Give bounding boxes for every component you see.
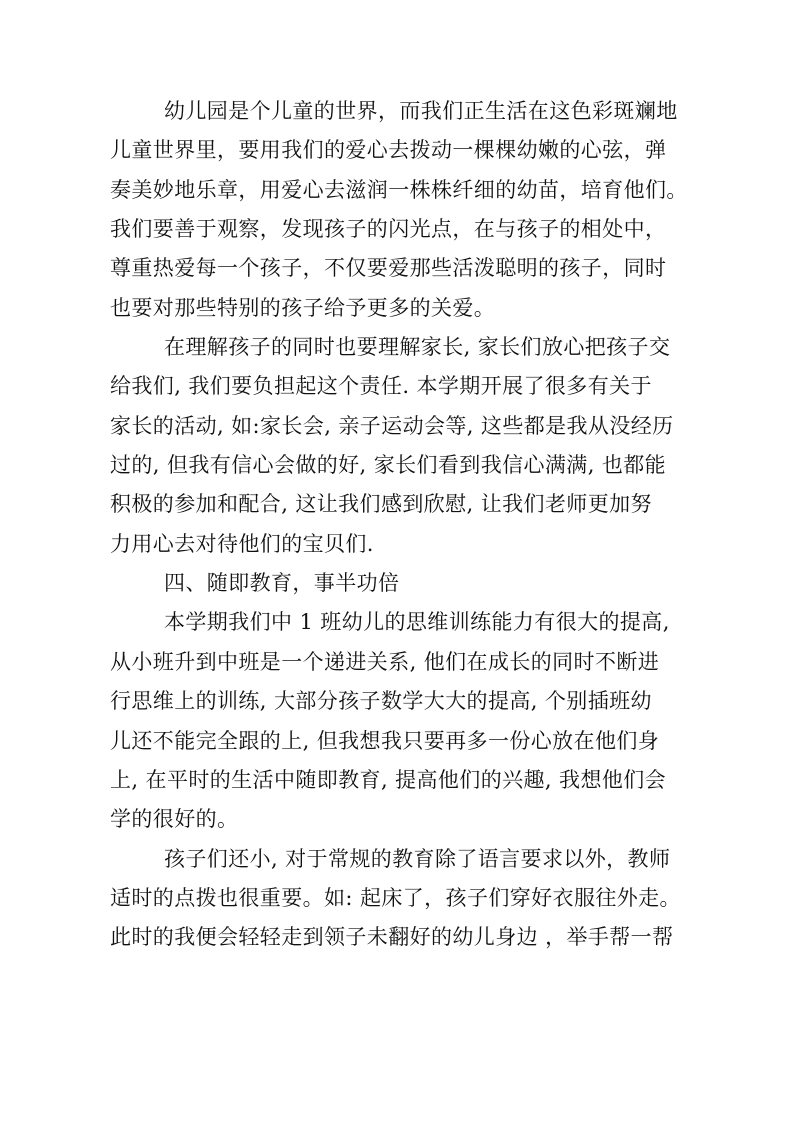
paragraph-2-line-4: 过的, 但我有信心会做的好, 家长们看到我信心满满, 也都能 [110, 453, 667, 478]
paragraph-3-line-5: 上, 在平时的生活中随即教育, 提高他们的兴趣, 我想他们会 [110, 767, 667, 792]
paragraph-4-line-2: 适时的点拨也很重要。如: 起床了，孩子们穿好衣服往外走。 [110, 885, 681, 910]
paragraph-3-line-3: 行思维上的训练, 大部分孩子数学大大的提高, 个别插班幼 [110, 689, 652, 714]
paragraph-2-line-5: 积极的参加和配合, 这让我们感到欣慰, 让我们老师更加努 [110, 492, 652, 517]
paragraph-4-line-1: 孩子们还小, 对于常规的教育除了语言要求以外，教师 [164, 846, 671, 871]
paragraph-3-line-2: 从小班升到中班是一个递进关系, 他们在成长的同时不断进 [110, 649, 660, 674]
paragraph-1-line-1: 幼儿园是个儿童的世界，而我们正生活在这色彩斑斓地 [164, 99, 678, 123]
paragraph-3-line-6: 学的很好的。 [110, 807, 239, 832]
paragraph-2-line-6: 力用心去对待他们的宝贝们. [110, 531, 374, 556]
paragraph-4-line-3: 此时的我便会轻轻走到领子未翻好的幼儿身边 ，举手帮一帮 [110, 925, 674, 950]
paragraph-1-line-3: 奏美妙地乐章，用爱心去滋润一株株纤细的幼苗，培育他们。 [110, 177, 688, 202]
document-page [110, 92, 690, 958]
paragraph-1-line-5: 尊重热爱每一个孩子，不仅要爱那些活泼聪明的孩子，同时 [110, 256, 667, 281]
paragraph-1-line-6: 也要对那些特别的孩子给予更多的关爱。 [110, 295, 496, 320]
paragraph-1-line-2: 儿童世界里，要用我们的爱心去拨动一棵棵幼嫩的心弦，弹 [110, 138, 667, 163]
paragraph-2-line-1: 在理解孩子的同时也要理解家长, 家长们放心把孩子交 [164, 335, 671, 360]
paragraph-1-line-4: 我们要善于观察，发现孩子的闪光点，在与孩子的相处中， [110, 217, 667, 242]
paragraph-2-line-3: 家长的活动, 如:家长会, 亲子运动会等, 这些都是我从没经历 [110, 413, 674, 438]
paragraph-3-line-1: 本学期我们中 1 班幼儿的思维训练能力有很大的提高, [164, 610, 670, 635]
section-heading: 四、随即教育，事半功倍 [164, 571, 400, 596]
paragraph-2-line-2: 给我们, 我们要负担起这个责任. 本学期开展了很多有关于 [110, 374, 652, 399]
paragraph-3-line-4: 儿还不能完全跟的上, 但我想我只要再多一份心放在他们身 [110, 728, 660, 753]
